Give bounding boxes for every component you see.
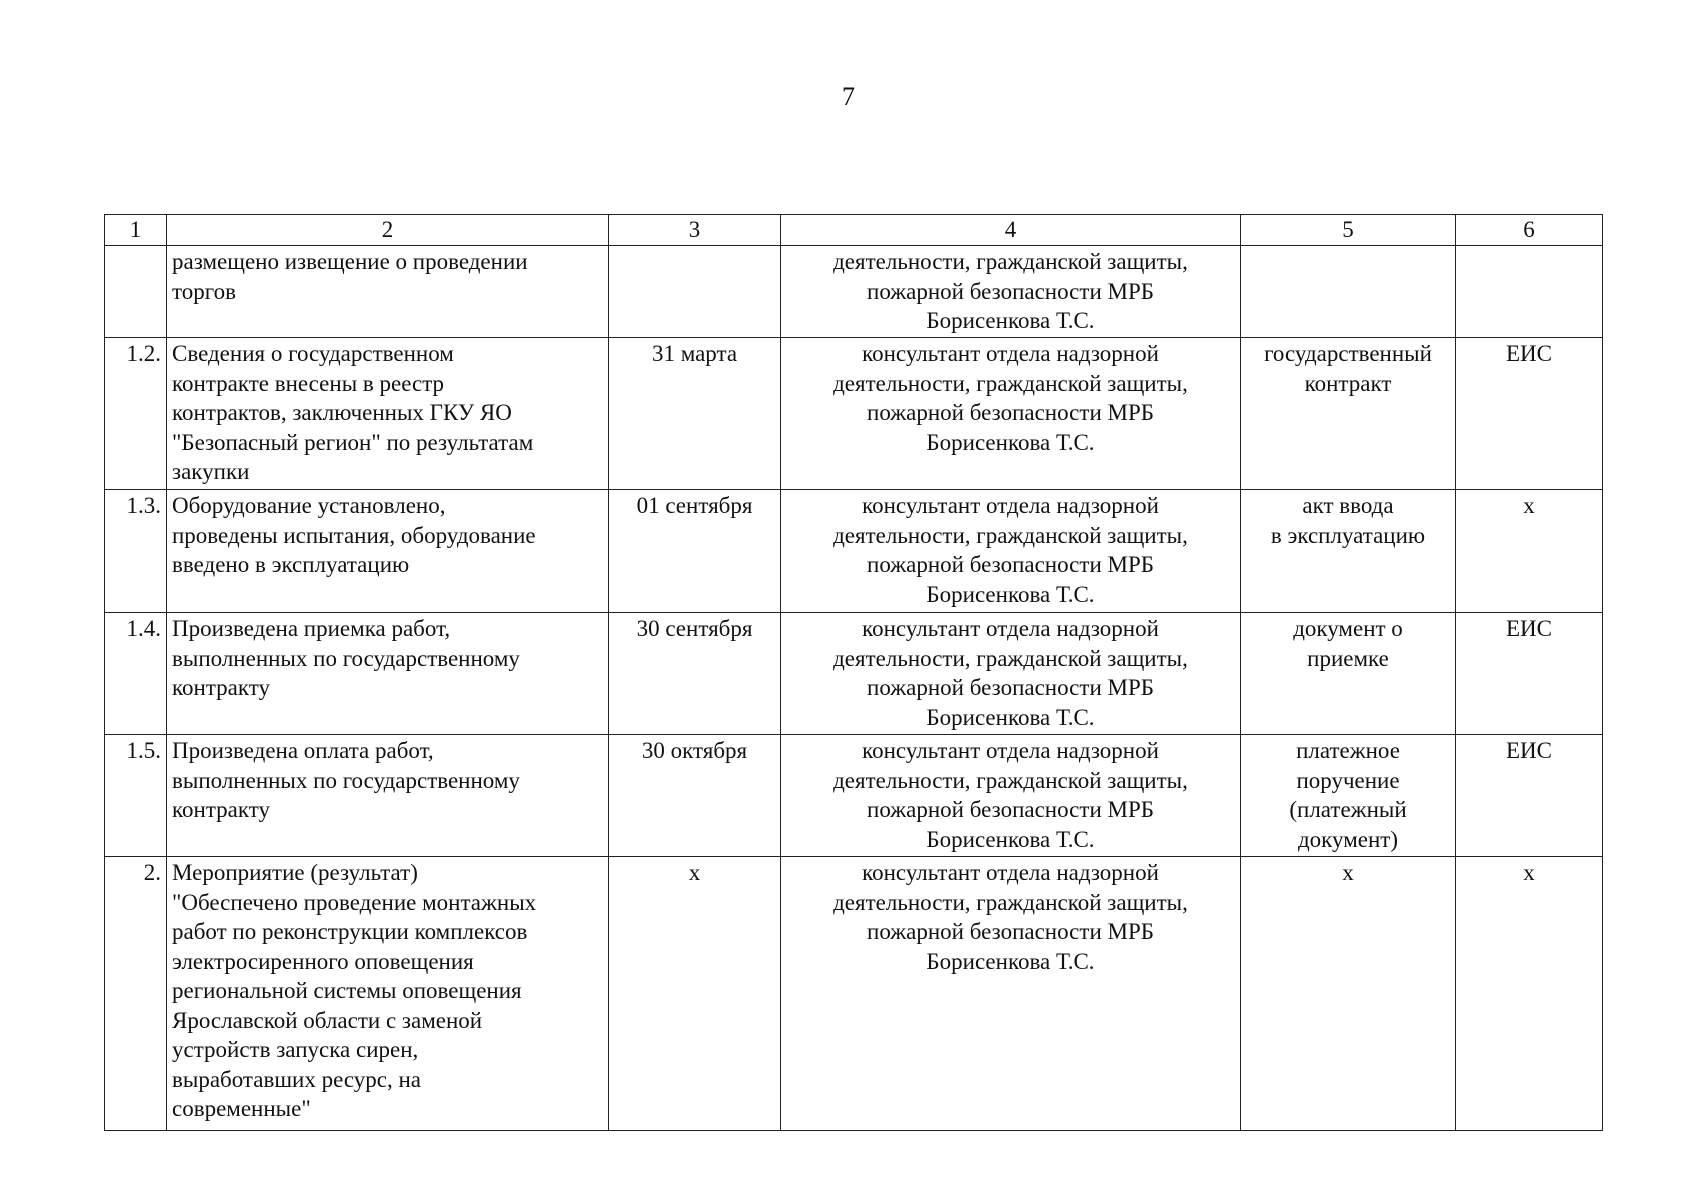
- responsible-cell: [781, 613, 1241, 735]
- cell-text-line: ЕИС: [1506, 738, 1552, 763]
- cell-text-line: "Безопасный регион" по результатам: [172, 429, 534, 455]
- measure-name-cell: [167, 613, 609, 735]
- cell-text-line: пожарной безопасности МРБ: [867, 552, 1154, 577]
- cell-text-line: размещено извещение о проведении: [172, 249, 528, 274]
- row-number-cell: 1.4.: [105, 613, 167, 735]
- cell-text-line: современные": [172, 1096, 311, 1121]
- deadline-cell: [609, 338, 781, 490]
- header-cell: 1: [105, 215, 167, 246]
- responsible-cell: [781, 735, 1241, 857]
- deadline-cell: [609, 613, 781, 735]
- cell-text-line: деятельности, гражданской защиты,: [833, 370, 1188, 396]
- cell-text-line: Сведения о государственном: [172, 341, 454, 366]
- row-number-cell: 1.3.: [105, 490, 167, 613]
- cell-text-line: государственный: [1264, 341, 1432, 366]
- table-row: [105, 338, 1603, 490]
- cell-text-line: Борисенкова Т.С.: [926, 429, 1095, 455]
- cell-text-line: консультант отдела надзорной: [862, 493, 1159, 518]
- cell-text-line: введено в эксплуатацию: [172, 552, 410, 577]
- cell-text-line: торгов: [172, 278, 236, 304]
- cell-text-line: проведены испытания, оборудование: [172, 522, 536, 548]
- cell-text-line: ЕИС: [1506, 616, 1552, 641]
- info-source-cell: [1456, 613, 1603, 735]
- info-source-cell: [1456, 490, 1603, 613]
- table-row: [105, 857, 1603, 1131]
- cell-text-line: деятельности, гражданской защиты,: [833, 767, 1188, 793]
- responsible-cell: [781, 246, 1241, 338]
- cell-text-line: документ о: [1293, 616, 1403, 641]
- measure-name-cell: [167, 857, 609, 1131]
- cell-text-line: выработавших ресурс, на: [172, 1066, 422, 1092]
- row-number-cell: [105, 246, 167, 338]
- document-type-cell: [1241, 246, 1456, 338]
- deadline-cell: [609, 857, 781, 1131]
- document-type-cell: [1241, 857, 1456, 1131]
- cell-text-line: Произведена приемка работ,: [172, 616, 451, 641]
- cell-text-line: х: [1342, 860, 1354, 885]
- info-source-cell: [1456, 338, 1603, 490]
- cell-text-line: в эксплуатацию: [1270, 522, 1426, 548]
- cell-text-line: Ярославской области с заменой: [172, 1007, 483, 1033]
- table-row: [105, 490, 1603, 613]
- responsible-cell: [781, 338, 1241, 490]
- cell-text-line: 30 октября: [641, 738, 748, 763]
- cell-text-line: региональной системы оповещения: [172, 978, 522, 1003]
- row-number-cell: 1.2.: [105, 338, 167, 490]
- cell-text-line: х: [1523, 493, 1535, 518]
- table-body: [105, 246, 1603, 1131]
- cell-text-line: 30 сентября: [636, 616, 753, 641]
- page-number: 7: [842, 82, 855, 111]
- header-cell: 3: [609, 215, 781, 246]
- cell-text-line: контрактов, заключенных ГКУ ЯО: [172, 400, 512, 425]
- cell-text-line: (платежный: [1289, 797, 1407, 822]
- cell-text-line: контракте внесены в реестр: [172, 370, 445, 396]
- cell-text-line: устройств запуска сирен,: [172, 1037, 419, 1062]
- info-source-cell: [1456, 857, 1603, 1131]
- cell-text-line: пожарной безопасности МРБ: [867, 919, 1154, 944]
- row-number-cell: 2.: [105, 857, 167, 1131]
- document-type-cell: [1241, 613, 1456, 735]
- deadline-cell: [609, 735, 781, 857]
- cell-text-line: консультант отдела надзорной: [862, 616, 1159, 641]
- cell-text-line: Мероприятие (результат): [172, 860, 418, 885]
- cell-text-line: х: [688, 860, 701, 885]
- cell-text-line: контракту: [172, 675, 270, 700]
- document-type-cell: [1241, 735, 1456, 857]
- info-source-cell: [1456, 246, 1603, 338]
- deadline-cell: [609, 246, 781, 338]
- cell-text-line: деятельности, гражданской защиты,: [833, 889, 1188, 915]
- cell-text-line: 31 марта: [651, 341, 738, 366]
- cell-text-line: документ): [1297, 826, 1399, 852]
- measure-name-cell: [167, 246, 609, 338]
- cell-text-line: Борисенкова Т.С.: [926, 308, 1095, 333]
- cell-text-line: деятельности, гражданской защиты,: [833, 249, 1188, 274]
- cell-text-line: "Обеспечено проведение монтажных: [172, 889, 537, 915]
- cell-text-line: пожарной безопасности МРБ: [867, 675, 1154, 700]
- table-header-row: [105, 215, 1603, 246]
- cell-text-line: работ по реконструкции комплексов: [172, 919, 528, 944]
- header-cell: 4: [781, 215, 1241, 246]
- responsible-cell: [781, 490, 1241, 613]
- cell-text-line: электросиренного оповещения: [172, 948, 474, 974]
- cell-text-line: Произведена оплата работ,: [172, 738, 434, 763]
- cell-text-line: пожарной безопасности МРБ: [867, 278, 1154, 304]
- cell-text-line: контракт: [1304, 370, 1392, 396]
- measure-name-cell: [167, 735, 609, 857]
- header-cell: 5: [1241, 215, 1456, 246]
- cell-text-line: приемке: [1307, 645, 1389, 671]
- cell-text-line: консультант отдела надзорной: [862, 341, 1159, 366]
- cell-text-line: деятельности, гражданской защиты,: [833, 645, 1188, 671]
- measure-name-cell: [167, 490, 609, 613]
- document-type-cell: [1241, 490, 1456, 613]
- cell-text-line: 01 сентября: [636, 493, 753, 518]
- cell-text-line: платежное: [1296, 738, 1400, 763]
- cell-text-line: Борисенкова Т.С.: [926, 826, 1095, 852]
- header-cell: 2: [167, 215, 609, 246]
- cell-text-line: Борисенкова Т.С.: [926, 581, 1095, 607]
- row-number-cell: 1.5.: [105, 735, 167, 857]
- cell-text-line: Борисенкова Т.С.: [926, 948, 1095, 974]
- cell-text-line: ЕИС: [1506, 341, 1552, 366]
- cell-text-line: пожарной безопасности МРБ: [867, 400, 1154, 425]
- measures-table: [104, 214, 1603, 1131]
- cell-text-line: консультант отдела надзорной: [862, 738, 1159, 763]
- measure-name-cell: [167, 338, 609, 490]
- header-cell: 6: [1456, 215, 1603, 246]
- cell-text-line: выполненных по государственному: [172, 767, 520, 793]
- table-row: [105, 735, 1603, 857]
- cell-text-line: Борисенкова Т.С.: [926, 704, 1095, 730]
- deadline-cell: [609, 490, 781, 613]
- cell-text-line: х: [1523, 860, 1535, 885]
- cell-text-line: выполненных по государственному: [172, 645, 520, 671]
- info-source-cell: [1456, 735, 1603, 857]
- cell-text-line: деятельности, гражданской защиты,: [833, 522, 1188, 548]
- document-type-cell: [1241, 338, 1456, 490]
- cell-text-line: Оборудование установлено,: [172, 493, 446, 518]
- table-row: [105, 613, 1603, 735]
- responsible-cell: [781, 857, 1241, 1131]
- cell-text-line: консультант отдела надзорной: [862, 860, 1159, 885]
- table-row: [105, 246, 1603, 338]
- cell-text-line: закупки: [172, 459, 250, 484]
- cell-text-line: акт ввода: [1302, 493, 1394, 518]
- cell-text-line: поручение: [1296, 767, 1400, 793]
- cell-text-line: пожарной безопасности МРБ: [867, 797, 1154, 822]
- cell-text-line: контракту: [172, 797, 270, 822]
